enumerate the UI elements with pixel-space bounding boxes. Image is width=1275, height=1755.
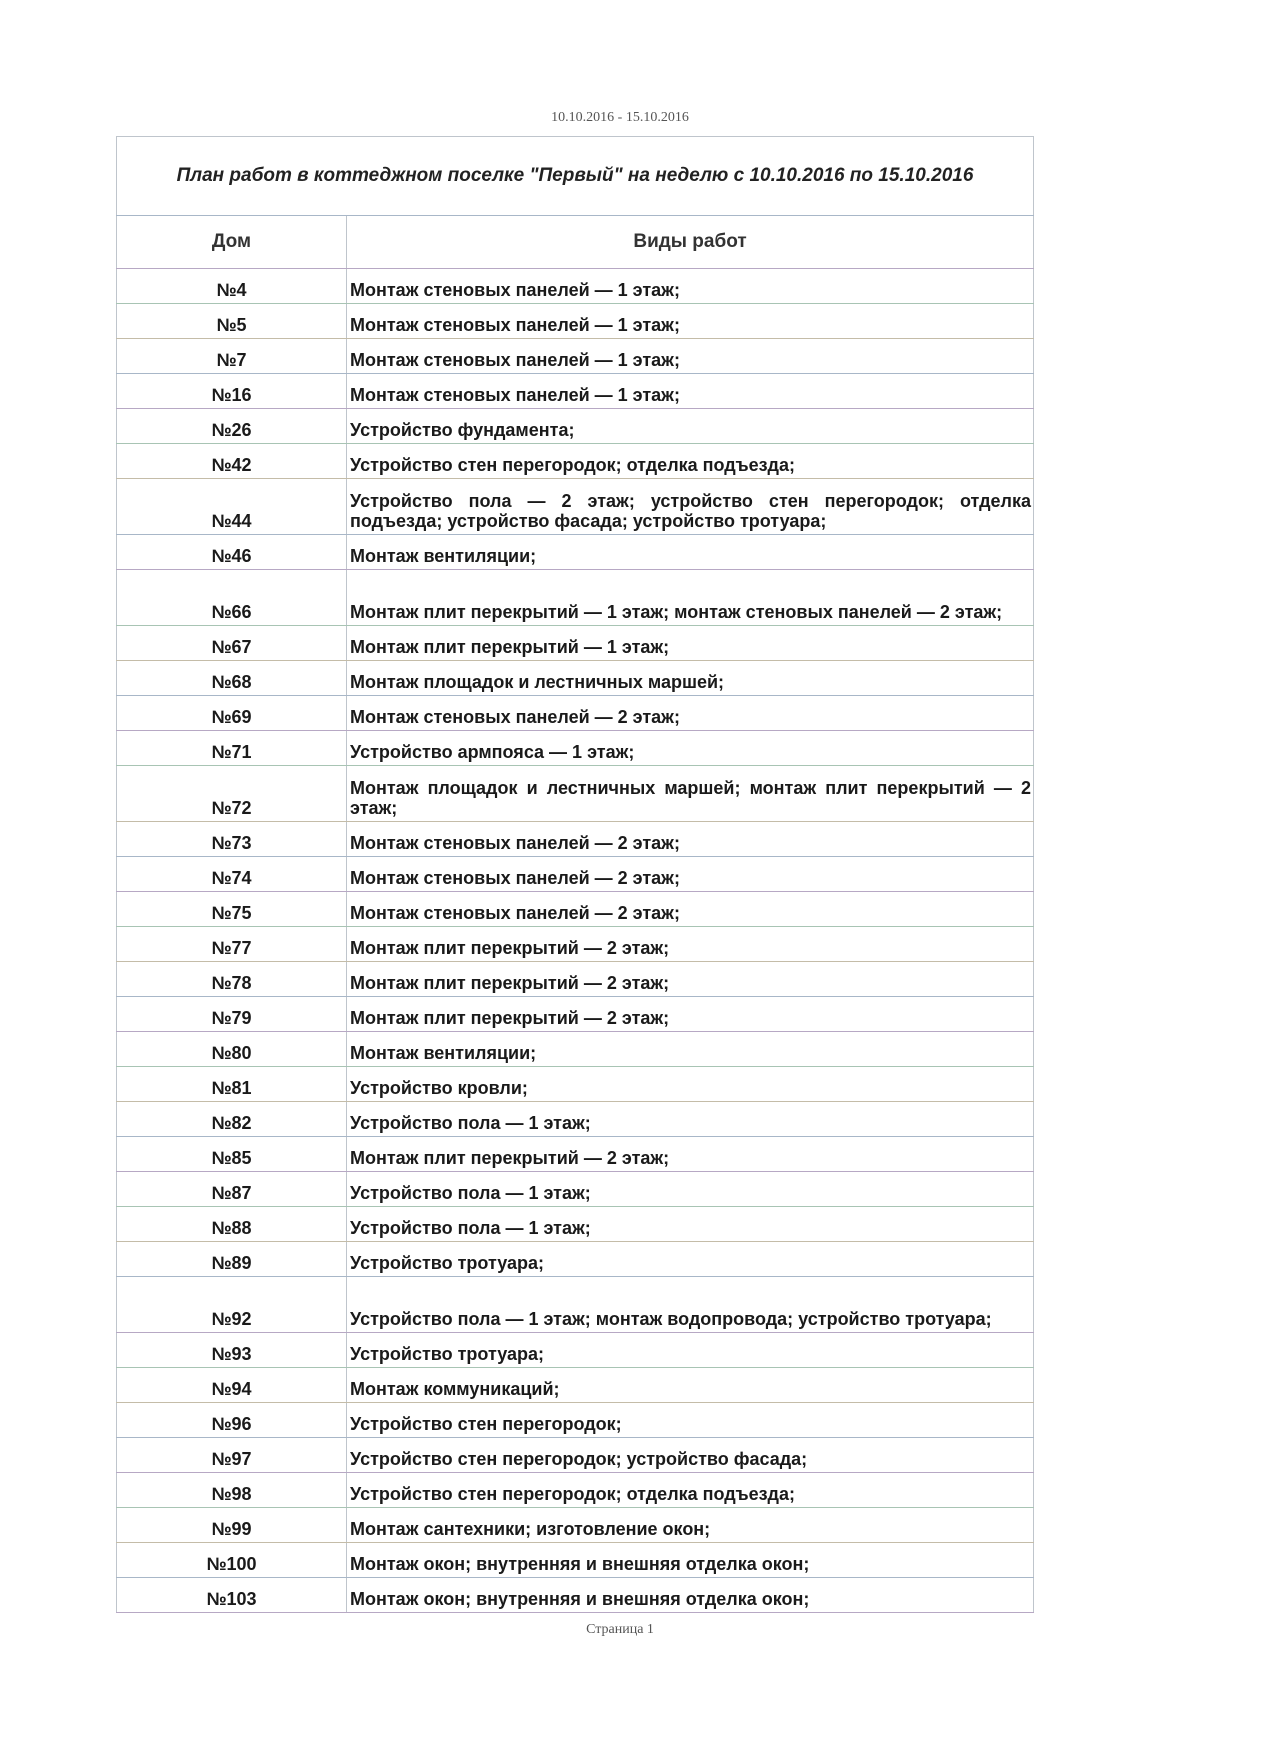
table-row bbox=[117, 822, 1034, 857]
table-row bbox=[117, 1172, 1034, 1207]
house-number-cell: №85 bbox=[117, 1137, 347, 1172]
work-description-cell: Монтаж стеновых панелей — 1 этаж; bbox=[347, 374, 1034, 409]
work-description-cell: Монтаж плит перекрытий — 1 этаж; монтаж стеновых панелей — 2 этаж; bbox=[347, 570, 1034, 626]
house-number-cell: №44 bbox=[117, 479, 347, 535]
work-description-cell: Монтаж стеновых панелей — 1 этаж; bbox=[347, 304, 1034, 339]
house-number-cell: №16 bbox=[117, 374, 347, 409]
house-number-cell: №103 bbox=[117, 1578, 347, 1613]
house-number-cell: №42 bbox=[117, 444, 347, 479]
table-row bbox=[117, 339, 1034, 374]
house-number-cell: №68 bbox=[117, 661, 347, 696]
table-row bbox=[117, 1207, 1034, 1242]
house-number-cell: №81 bbox=[117, 1067, 347, 1102]
work-description-cell: Устройство армпояса — 1 этаж; bbox=[347, 731, 1034, 766]
house-number-cell: №92 bbox=[117, 1277, 347, 1333]
house-number-cell: №4 bbox=[117, 269, 347, 304]
column-header-work: Виды работ bbox=[347, 216, 1034, 269]
work-description-cell: Монтаж стеновых панелей — 2 этаж; bbox=[347, 892, 1034, 927]
house-number-cell: №5 bbox=[117, 304, 347, 339]
table-row bbox=[117, 535, 1034, 570]
work-description-cell: Монтаж стеновых панелей — 2 этаж; bbox=[347, 822, 1034, 857]
table-row bbox=[117, 479, 1034, 535]
table-row bbox=[117, 1242, 1034, 1277]
work-description-cell: Устройство стен перегородок; устройство фасада; bbox=[347, 1438, 1034, 1473]
table-row bbox=[117, 444, 1034, 479]
table-title-row bbox=[117, 137, 1034, 216]
table-row bbox=[117, 661, 1034, 696]
table-row bbox=[117, 892, 1034, 927]
table-row bbox=[117, 997, 1034, 1032]
table-row bbox=[117, 766, 1034, 822]
header-date-range: 10.10.2016 - 15.10.2016 bbox=[551, 110, 689, 125]
house-number-cell: №71 bbox=[117, 731, 347, 766]
house-number-cell: №87 bbox=[117, 1172, 347, 1207]
house-number-cell: №93 bbox=[117, 1333, 347, 1368]
table-row bbox=[117, 626, 1034, 661]
house-number-cell: №99 bbox=[117, 1508, 347, 1543]
house-number-cell: №100 bbox=[117, 1543, 347, 1578]
work-description-cell: Монтаж площадок и лестничных маршей; монтаж плит перекрытий — 2 этаж; bbox=[347, 766, 1034, 822]
table-row bbox=[117, 304, 1034, 339]
house-number-cell: №94 bbox=[117, 1368, 347, 1403]
work-description-cell: Монтаж вентиляции; bbox=[347, 535, 1034, 570]
table-row bbox=[117, 1403, 1034, 1438]
house-number-cell: №69 bbox=[117, 696, 347, 731]
work-description-cell: Монтаж окон; внутренняя и внешняя отделка окон; bbox=[347, 1543, 1034, 1578]
work-description-cell: Устройство стен перегородок; bbox=[347, 1403, 1034, 1438]
work-plan-table bbox=[116, 136, 1034, 1613]
work-description-cell: Устройство фундамента; bbox=[347, 409, 1034, 444]
house-number-cell: №66 bbox=[117, 570, 347, 626]
table-row bbox=[117, 1543, 1034, 1578]
work-description-cell: Монтаж сантехники; изготовление окон; bbox=[347, 1508, 1034, 1543]
work-description-cell: Монтаж плит перекрытий — 1 этаж; bbox=[347, 626, 1034, 661]
work-description-cell: Монтаж плит перекрытий — 2 этаж; bbox=[347, 997, 1034, 1032]
table-header-row bbox=[117, 216, 1034, 269]
work-description-cell: Монтаж плит перекрытий — 2 этаж; bbox=[347, 962, 1034, 997]
column-header-house: Дом bbox=[117, 216, 347, 269]
house-number-cell: №89 bbox=[117, 1242, 347, 1277]
table-row bbox=[117, 857, 1034, 892]
work-description-cell: Устройство стен перегородок; отделка подъезда; bbox=[347, 444, 1034, 479]
house-number-cell: №75 bbox=[117, 892, 347, 927]
house-number-cell: №98 bbox=[117, 1473, 347, 1508]
work-description-cell: Монтаж вентиляции; bbox=[347, 1032, 1034, 1067]
house-number-cell: №79 bbox=[117, 997, 347, 1032]
table-row bbox=[117, 1473, 1034, 1508]
house-number-cell: №67 bbox=[117, 626, 347, 661]
table-row bbox=[117, 409, 1034, 444]
work-description-cell: Устройство пола — 1 этаж; bbox=[347, 1102, 1034, 1137]
table-row bbox=[117, 1508, 1034, 1543]
table-row bbox=[117, 962, 1034, 997]
house-number-cell: №78 bbox=[117, 962, 347, 997]
table-row bbox=[117, 1333, 1034, 1368]
work-description-cell: Монтаж плит перекрытий — 2 этаж; bbox=[347, 1137, 1034, 1172]
work-description-cell: Монтаж окон; внутренняя и внешняя отделка окон; bbox=[347, 1578, 1034, 1613]
house-number-cell: №26 bbox=[117, 409, 347, 444]
table-row bbox=[117, 1277, 1034, 1333]
work-description-cell: Устройство пола — 2 этаж; устройство стен перегородок; отделка подъезда; устройство фасада; устройство тротуара; bbox=[347, 479, 1034, 535]
work-description-cell: Монтаж стеновых панелей — 1 этаж; bbox=[347, 269, 1034, 304]
house-number-cell: №72 bbox=[117, 766, 347, 822]
footer-page-label: Страница 1 bbox=[586, 1622, 654, 1637]
table-title: План работ в коттеджном поселке "Первый" на неделю с 10.10.2016 по 15.10.2016 bbox=[117, 137, 1034, 216]
table-row bbox=[117, 1067, 1034, 1102]
table-row bbox=[117, 731, 1034, 766]
table-row bbox=[117, 696, 1034, 731]
table-row bbox=[117, 1368, 1034, 1403]
house-number-cell: №77 bbox=[117, 927, 347, 962]
house-number-cell: №88 bbox=[117, 1207, 347, 1242]
work-description-cell: Монтаж стеновых панелей — 2 этаж; bbox=[347, 857, 1034, 892]
house-number-cell: №7 bbox=[117, 339, 347, 374]
work-description-cell: Устройство пола — 1 этаж; bbox=[347, 1207, 1034, 1242]
house-number-cell: №80 bbox=[117, 1032, 347, 1067]
table-row bbox=[117, 374, 1034, 409]
table-row bbox=[117, 570, 1034, 626]
table-row bbox=[117, 927, 1034, 962]
house-number-cell: №46 bbox=[117, 535, 347, 570]
house-number-cell: №97 bbox=[117, 1438, 347, 1473]
table-row bbox=[117, 1578, 1034, 1613]
work-description-cell: Устройство стен перегородок; отделка подъезда; bbox=[347, 1473, 1034, 1508]
house-number-cell: №82 bbox=[117, 1102, 347, 1137]
work-description-cell: Монтаж плит перекрытий — 2 этаж; bbox=[347, 927, 1034, 962]
work-description-cell: Устройство тротуара; bbox=[347, 1333, 1034, 1368]
work-description-cell: Монтаж стеновых панелей — 1 этаж; bbox=[347, 339, 1034, 374]
table-row bbox=[117, 1102, 1034, 1137]
work-description-cell: Монтаж коммуникаций; bbox=[347, 1368, 1034, 1403]
table-row bbox=[117, 1438, 1034, 1473]
house-number-cell: №73 bbox=[117, 822, 347, 857]
work-description-cell: Монтаж стеновых панелей — 2 этаж; bbox=[347, 696, 1034, 731]
work-description-cell: Устройство кровли; bbox=[347, 1067, 1034, 1102]
table-row bbox=[117, 269, 1034, 304]
house-number-cell: №74 bbox=[117, 857, 347, 892]
work-description-cell: Монтаж площадок и лестничных маршей; bbox=[347, 661, 1034, 696]
table-row bbox=[117, 1137, 1034, 1172]
work-description-cell: Устройство пола — 1 этаж; bbox=[347, 1172, 1034, 1207]
house-number-cell: №96 bbox=[117, 1403, 347, 1438]
table-row bbox=[117, 1032, 1034, 1067]
work-description-cell: Устройство тротуара; bbox=[347, 1242, 1034, 1277]
work-description-cell: Устройство пола — 1 этаж; монтаж водопровода; устройство тротуара; bbox=[347, 1277, 1034, 1333]
